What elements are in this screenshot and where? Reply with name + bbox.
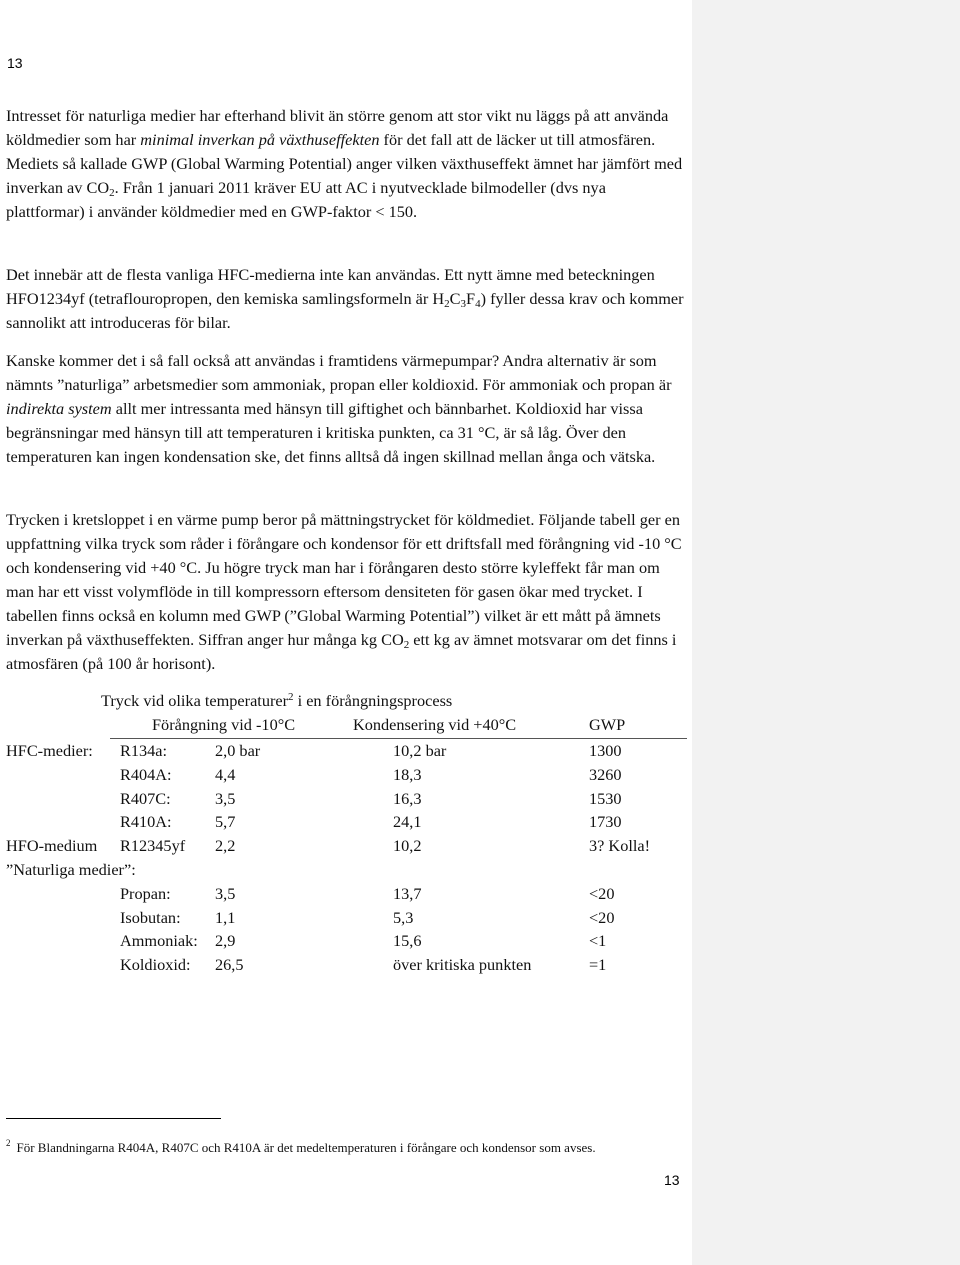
p2-sub-2: 3 [460,298,467,310]
paragraph-hfo1234yf [6,263,686,335]
table-caption [101,689,452,713]
p3-text-2: allt mer intressanta med hänsyn till giftighet och bännbarhet. Koldioxid har vissa begränsningar med hänsyn till att temperaturen i kritiska punkten, ca 31 °C, är så låg. Över den temperaturen kan ingen kondensation ske, det finns alltså då ingen skillnad mellan ånga och vätska. [6,399,656,466]
row-condensation: 24,1 [393,812,422,832]
row-condensation: över kritiska punkten [393,955,532,975]
p2-text-1: Det innebär att de flesta vanliga HFC-medierna inte kan användas. Ett nytt ämne med beteckningen HFO1234yf (tetraflouropropen, den kemiska samlingsformeln är H [6,265,655,308]
row-gwp: =1 [589,955,607,975]
p1-text-1: Intresset för naturliga medier har efterhand blivit än större genom att stor vikt nu läggs på att använda köldmedier som har [6,106,669,149]
row-gwp: 1730 [589,812,622,832]
row-evaporation: 3,5 [215,883,236,903]
p2-f: F [466,289,476,308]
row-evaporation: 2,2 [215,836,236,856]
row-evaporation: 5,7 [215,812,236,832]
p3-emphasis: indirekta system [6,399,112,418]
row-medium: Isobutan: [120,907,181,927]
row-condensation: 16,3 [393,788,422,808]
page-number-bottom: 13 [664,1172,680,1188]
row-gwp: 3260 [589,764,622,784]
row-condensation: 15,6 [393,931,422,951]
p2-c: C [449,289,461,308]
row-medium: Koldioxid: [120,955,191,975]
p2-sub-1: 2 [444,298,450,310]
row-medium: Ammoniak: [120,931,198,951]
row-gwp: <20 [589,883,615,903]
comment-margin [692,0,960,1265]
footnote-separator [6,1118,221,1119]
p4-text-1: Trycken i kretsloppet i en värme pump beror på mättningstrycket för köldmediet. Följande tabell ger en uppfattning vilka tryck som råder i förångare och kondensor för ett driftsfall med förångning vid -10 °C och kondensering vid +40 °C. Ju högre tryck man har i förångaren desto större kyleffekt får man om man har ett visst volymflöde in till kompressorn eftersom densiteten för gasen ökar med trycket. I tabellen finns också en kolumn med GWP (”Global Warming Potential”) vilket är ett mått på ämnets inverkan på växthuseffekten. Siffran anger hur många kg CO [6,510,682,649]
row-group: HFO-medium [6,836,98,856]
header-evaporation: Förångning vid -10°C [152,715,296,734]
footnote [6,1140,596,1156]
p1-subscript: 2 [109,187,115,199]
row-condensation: 13,7 [393,883,422,903]
row-evaporation: 26,5 [215,955,244,975]
row-gwp: 1300 [589,741,622,760]
row-evaporation: 4,4 [215,764,236,784]
row-gwp: 1530 [589,788,622,808]
row-condensation: 10,2 bar [393,741,447,760]
footnote-mark: 2 [6,1138,11,1148]
page-number-top: 13 [7,55,23,71]
row-medium: R12345yf [120,836,186,856]
p1-text-3: . Från 1 januari 2011 kräver EU att AC i nyutvecklade bilmodeller (dvs nya plattformar) i använder köldmedier med en GWP-faktor < 150. [6,178,606,221]
row-medium: R407C: [120,788,171,808]
p3-text-1: Kanske kommer det i så fall också att användas i framtidens värmepumpar? Andra alternativ är som nämnts ”naturliga” arbetsmedier som ammoniak, propan eller koldioxid. För ammoniak och propan är [6,351,672,394]
row-gwp: 3? Kolla! [589,836,651,856]
row-group: ”Naturliga medier”: [6,860,136,879]
row-gwp: <1 [589,931,607,951]
p4-subscript: 2 [403,639,410,651]
header-condensation: Kondensering vid +40°C [353,715,517,734]
row-evaporation: 2,0 bar [215,741,261,760]
row-group: HFC-medier: [6,741,93,760]
paragraph-gwp-intro [6,104,686,224]
row-condensation: 18,3 [393,764,422,784]
p1-emphasis: minimal inverkan på växthuseffekten [140,130,380,149]
row-medium: Propan: [120,883,171,903]
header-gwp: GWP [589,715,626,734]
row-evaporation: 2,9 [215,931,236,951]
row-gwp: <20 [589,907,615,927]
row-condensation: 5,3 [393,907,414,927]
table-caption-text: Tryck vid olika temperaturer [101,691,289,710]
p2-sub-3: 4 [475,298,481,310]
paragraph-pressures [6,508,686,676]
row-condensation: 10,2 [393,836,422,856]
row-medium: R410A: [120,812,172,832]
p4-text-2: ett kg av ämnet motsvarar om det finns i atmosfären (på 100 år horisont). [6,630,677,673]
row-evaporation: 1,1 [215,907,236,927]
row-evaporation: 3,5 [215,788,236,808]
table-caption-rest: i en förångningsprocess [293,691,453,710]
paragraph-natural-media [6,349,686,469]
footnote-text: För Blandningarna R404A, R407C och R410A är det medeltemperaturen i förångare och kondensor som avses. [16,1140,596,1155]
table-caption-footnote-mark: 2 [288,691,294,703]
row-medium: R404A: [120,764,172,784]
row-medium: R134a: [120,741,168,760]
p2-text-2: ) fyller dessa krav och kommer sannolikt att introduceras för bilar. [6,289,684,332]
p1-text-2: för det fall att de läcker ut till atmosfären. Mediets så kallade GWP (Global Warming Potential) anger vilken växthuseffekt ämnet har jämfört med inverkan av CO [6,130,683,197]
